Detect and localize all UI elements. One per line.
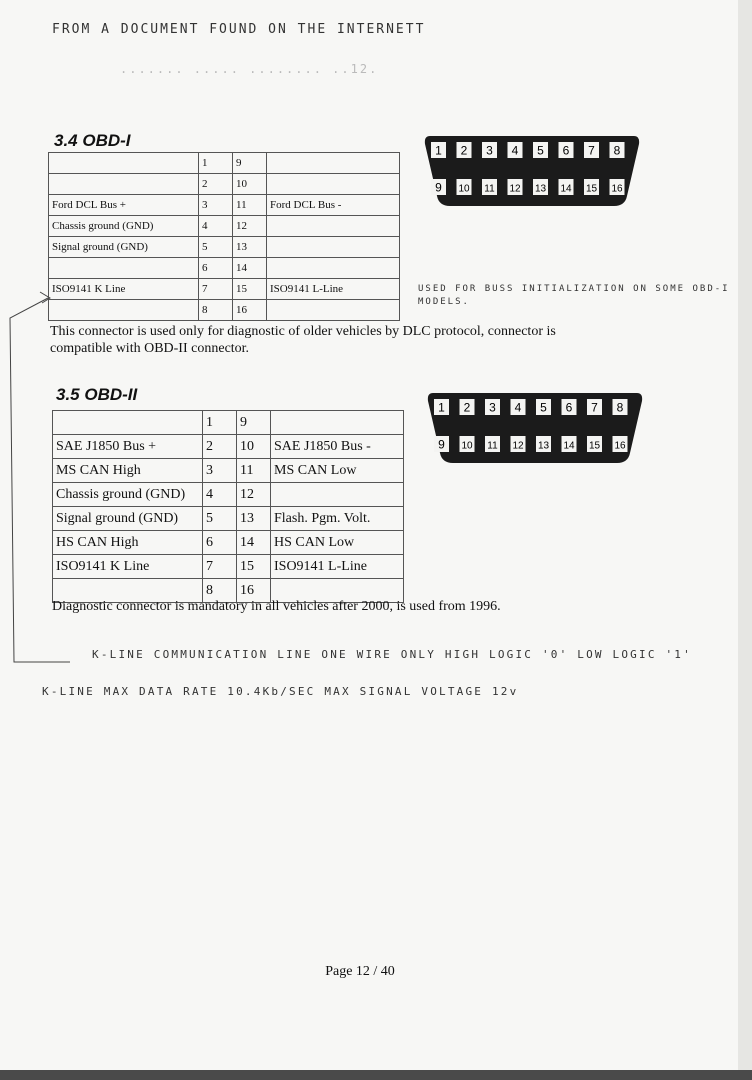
table-row bbox=[49, 279, 400, 300]
connector-pin-label: 2 bbox=[463, 400, 471, 415]
connector-pin-label: 1 bbox=[435, 143, 442, 158]
table-row bbox=[49, 174, 400, 195]
signal-right-cell bbox=[267, 174, 400, 195]
k-line-note-2: K-LINE MAX DATA RATE 10.4Kb/SEC MAX SIGNAL VOLTAGE 12v bbox=[42, 685, 519, 698]
signal-left-cell: Ford DCL Bus + bbox=[49, 195, 199, 216]
signal-left-cell: HS CAN High bbox=[53, 531, 203, 555]
table-row bbox=[53, 555, 404, 579]
connector-pin-label: 8 bbox=[616, 400, 624, 415]
pin-right-cell: 10 bbox=[237, 435, 271, 459]
connector-pin-label: 14 bbox=[560, 183, 572, 195]
pin-left-cell: 2 bbox=[199, 174, 233, 195]
signal-left-cell bbox=[49, 153, 199, 174]
signal-left-cell: ISO9141 K Line bbox=[49, 279, 199, 300]
pin-right-cell: 14 bbox=[233, 258, 267, 279]
pin-right-cell: 11 bbox=[237, 459, 271, 483]
signal-left-cell bbox=[49, 174, 199, 195]
signal-right-cell: ISO9141 L-Line bbox=[267, 279, 400, 300]
connector-pin-label: 4 bbox=[511, 143, 519, 158]
page-edge-bottom bbox=[0, 1070, 752, 1080]
pin-left-cell: 1 bbox=[199, 153, 233, 174]
signal-right-cell bbox=[267, 300, 400, 321]
connector-pin-label: 3 bbox=[486, 143, 493, 158]
connector-pin-label: 9 bbox=[438, 437, 445, 452]
obd1-title: 3.4 OBD-I bbox=[54, 131, 131, 150]
connector-pin-label: 15 bbox=[588, 440, 601, 452]
obd2-description: Diagnostic connector is mandatory in all vehicles after 2000, is used from 1996. bbox=[52, 599, 501, 614]
pin-left-cell: 4 bbox=[203, 483, 237, 507]
connector-pin-label: 14 bbox=[563, 440, 575, 452]
table-row bbox=[49, 195, 400, 216]
pin-right-cell: 11 bbox=[233, 195, 267, 216]
pin-right-cell: 9 bbox=[233, 153, 267, 174]
pin-right-cell: 14 bbox=[237, 531, 271, 555]
obd1-pin-table bbox=[48, 152, 400, 321]
page-edge-right bbox=[738, 0, 752, 1080]
table-row bbox=[53, 459, 404, 483]
signal-left-cell bbox=[49, 258, 199, 279]
signal-right-cell bbox=[271, 483, 404, 507]
connector-pin-label: 10 bbox=[461, 440, 473, 452]
pin-left-cell: 2 bbox=[203, 435, 237, 459]
signal-right-cell bbox=[267, 216, 400, 237]
signal-left-cell: MS CAN High bbox=[53, 459, 203, 483]
pin-right-cell: 16 bbox=[233, 300, 267, 321]
connector-pin-label: 13 bbox=[534, 183, 547, 195]
pin-right-cell: 13 bbox=[233, 237, 267, 258]
signal-left-cell: Signal ground (GND) bbox=[49, 237, 199, 258]
faint-handwritten-note: ....... ..... ........ ..12. bbox=[120, 62, 379, 76]
pen-annotation-lines bbox=[0, 290, 100, 670]
pin-left-cell: 7 bbox=[203, 555, 237, 579]
table-row bbox=[49, 237, 400, 258]
pin-left-cell: 3 bbox=[199, 195, 233, 216]
connector-pin-label: 12 bbox=[512, 440, 524, 452]
table-row bbox=[53, 531, 404, 555]
signal-right-cell: ISO9141 L-Line bbox=[271, 555, 404, 579]
connector-pin-label: 7 bbox=[588, 143, 595, 158]
pin-right-cell: 12 bbox=[237, 483, 271, 507]
signal-right-cell bbox=[271, 411, 404, 435]
connector-pin-label: 4 bbox=[514, 400, 522, 415]
header-handwritten-note: FROM A DOCUMENT FOUND ON THE INTERNETT bbox=[52, 22, 426, 37]
table-row bbox=[49, 258, 400, 279]
table-row bbox=[53, 507, 404, 531]
connector-pin-label: 6 bbox=[565, 400, 573, 415]
obd2-pin-table bbox=[52, 410, 404, 603]
connector-pin-label: 11 bbox=[484, 183, 495, 195]
signal-left-cell: Chassis ground (GND) bbox=[53, 483, 203, 507]
signal-right-cell bbox=[267, 153, 400, 174]
signal-left-cell: Signal ground (GND) bbox=[53, 507, 203, 531]
table-row bbox=[53, 411, 404, 435]
pin-left-cell: 1 bbox=[203, 411, 237, 435]
pin-left-cell: 8 bbox=[199, 300, 233, 321]
signal-left-cell: ISO9141 K Line bbox=[53, 555, 203, 579]
obd2-connector-diagram bbox=[425, 387, 645, 467]
connector-pin-label: 1 bbox=[438, 400, 445, 415]
table-row bbox=[49, 300, 400, 321]
k-line-note-1: K-LINE COMMUNICATION LINE ONE WIRE ONLY HIGH LOGIC '0' LOW LOGIC '1' bbox=[92, 648, 692, 661]
signal-right-cell: SAE J1850 Bus - bbox=[271, 435, 404, 459]
pin-left-cell: 5 bbox=[203, 507, 237, 531]
signal-left-cell: SAE J1850 Bus + bbox=[53, 435, 203, 459]
signal-left-cell: Chassis ground (GND) bbox=[49, 216, 199, 237]
signal-right-cell: MS CAN Low bbox=[271, 459, 404, 483]
obd1-connector-shape bbox=[425, 136, 639, 206]
signal-right-cell: Flash. Pgm. Volt. bbox=[271, 507, 404, 531]
signal-right-cell bbox=[267, 258, 400, 279]
pin-left-cell: 3 bbox=[203, 459, 237, 483]
pin-left-cell: 4 bbox=[199, 216, 233, 237]
pin-right-cell: 13 bbox=[237, 507, 271, 531]
signal-right-cell bbox=[267, 237, 400, 258]
obd2-connector-shape bbox=[428, 393, 642, 463]
pin-right-cell: 16 bbox=[237, 579, 271, 603]
obd1-connector-diagram bbox=[422, 130, 642, 210]
connector-pin-label: 6 bbox=[562, 143, 570, 158]
connector-pin-label: 5 bbox=[537, 143, 544, 158]
connector-pin-label: 16 bbox=[614, 440, 626, 452]
pin-right-cell: 15 bbox=[237, 555, 271, 579]
obd2-title: 3.5 OBD-II bbox=[56, 385, 138, 404]
connector-pin-label: 15 bbox=[585, 183, 598, 195]
page-number: Page 12 / 40 bbox=[325, 964, 395, 979]
connector-pin-label: 11 bbox=[487, 440, 498, 452]
connector-pin-label: 13 bbox=[537, 440, 550, 452]
obd1-handwritten-note: USED FOR BUSS INITIALIZATION ON SOME OBD-I MODELS. bbox=[418, 284, 730, 307]
pin-left-cell: 5 bbox=[199, 237, 233, 258]
table-row bbox=[49, 153, 400, 174]
connector-pin-label: 7 bbox=[591, 400, 598, 415]
connector-pin-label: 16 bbox=[611, 183, 623, 195]
connector-pin-label: 10 bbox=[458, 183, 470, 195]
connector-pin-label: 8 bbox=[613, 143, 621, 158]
connector-pin-label: 3 bbox=[489, 400, 496, 415]
connector-pin-label: 5 bbox=[540, 400, 547, 415]
pin-right-cell: 15 bbox=[233, 279, 267, 300]
obd2-table-body bbox=[53, 411, 404, 603]
pin-left-cell: 6 bbox=[203, 531, 237, 555]
signal-right-cell: HS CAN Low bbox=[271, 531, 404, 555]
pin-right-cell: 10 bbox=[233, 174, 267, 195]
pin-left-cell: 7 bbox=[199, 279, 233, 300]
connector-pin-label: 12 bbox=[509, 183, 521, 195]
table-row bbox=[49, 216, 400, 237]
pin-left-cell: 6 bbox=[199, 258, 233, 279]
signal-right-cell: Ford DCL Bus - bbox=[267, 195, 400, 216]
table-row bbox=[53, 435, 404, 459]
table-row bbox=[53, 483, 404, 507]
connector-pin-label: 2 bbox=[460, 143, 468, 158]
pin-right-cell: 9 bbox=[237, 411, 271, 435]
pin-left-cell: 8 bbox=[203, 579, 237, 603]
connector-pin-label: 9 bbox=[435, 180, 442, 195]
pin-right-cell: 12 bbox=[233, 216, 267, 237]
obd1-table-body bbox=[49, 153, 400, 321]
obd1-description: This connector is used only for diagnostic of older vehicles by DLC protocol, connector is compatible with OBD-II connector. bbox=[50, 324, 556, 356]
